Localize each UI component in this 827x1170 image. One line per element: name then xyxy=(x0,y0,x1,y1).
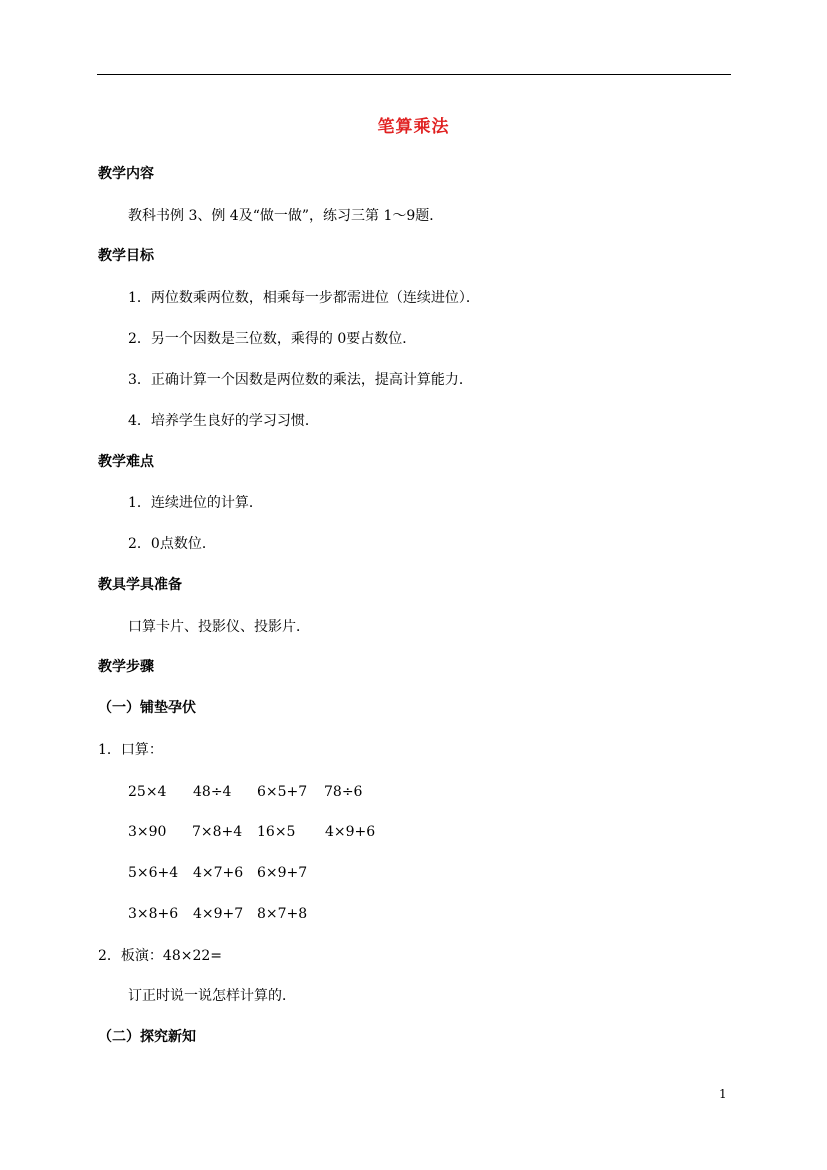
oral-calc-item: 25×4 xyxy=(128,784,167,800)
oral-calc-label: 1．口算： xyxy=(98,742,163,758)
oral-calc-item: 4×9+6 xyxy=(325,824,376,840)
section-heading-difficulty: 教学难点 xyxy=(98,454,154,470)
oral-calc-item: 3×90 xyxy=(128,824,167,840)
oral-calc-item: 6×9+7 xyxy=(257,865,308,881)
oral-calc-item: 8×7+8 xyxy=(257,906,308,922)
difficulty-item: 2．0点数位． xyxy=(128,536,216,552)
oral-calc-item: 48÷4 xyxy=(193,784,232,800)
section-heading-tools: 教具学具准备 xyxy=(98,577,182,593)
section-heading-steps: 教学步骤 xyxy=(98,659,154,675)
board-practice-label: 2．板演：48×22= xyxy=(98,948,222,964)
goal-item: 1．两位数乘两位数，相乘每一步都需进位（连续进位）． xyxy=(128,290,480,306)
board-practice-note: 订正时说一说怎样计算的． xyxy=(128,988,296,1004)
goal-item: 4．培养学生良好的学习习惯． xyxy=(128,413,319,429)
oral-calc-item: 3×8+6 xyxy=(128,906,179,922)
oral-calc-row xyxy=(128,782,362,802)
difficulty-item: 1．连续进位的计算． xyxy=(128,495,263,511)
step-heading-2: （二）探究新知 xyxy=(98,1029,196,1045)
section-heading-goals: 教学目标 xyxy=(98,248,154,264)
goal-item: 3．正确计算一个因数是两位数的乘法，提高计算能力． xyxy=(128,372,473,388)
oral-calc-item: 16×5 xyxy=(257,824,296,840)
oral-calc-item: 4×7+6 xyxy=(193,865,244,881)
oral-calc-item: 78÷6 xyxy=(324,784,363,800)
content-text: 教科书例 3、例 4及“做一做”，练习三第 1～9题． xyxy=(128,208,444,224)
tools-text: 口算卡片、投影仪、投影片． xyxy=(128,619,310,635)
oral-calc-item: 5×6+4 xyxy=(128,865,179,881)
goal-item: 2．另一个因数是三位数，乘得的 0要占数位． xyxy=(128,331,417,347)
page-number: 1 xyxy=(719,1087,727,1101)
oral-calc-item: 6×5+7 xyxy=(257,784,308,800)
oral-calc-item: 7×8+4 xyxy=(192,824,243,840)
document-title: 笔算乘法 xyxy=(377,117,450,137)
oral-calc-item: 4×9+7 xyxy=(193,906,244,922)
oral-calc-row xyxy=(128,904,307,924)
oral-calc-row xyxy=(128,822,375,842)
section-heading-content: 教学内容 xyxy=(98,166,154,182)
step-heading-1: （一）铺垫孕伏 xyxy=(98,700,196,716)
header-rule xyxy=(97,74,731,75)
oral-calc-row xyxy=(128,863,307,883)
